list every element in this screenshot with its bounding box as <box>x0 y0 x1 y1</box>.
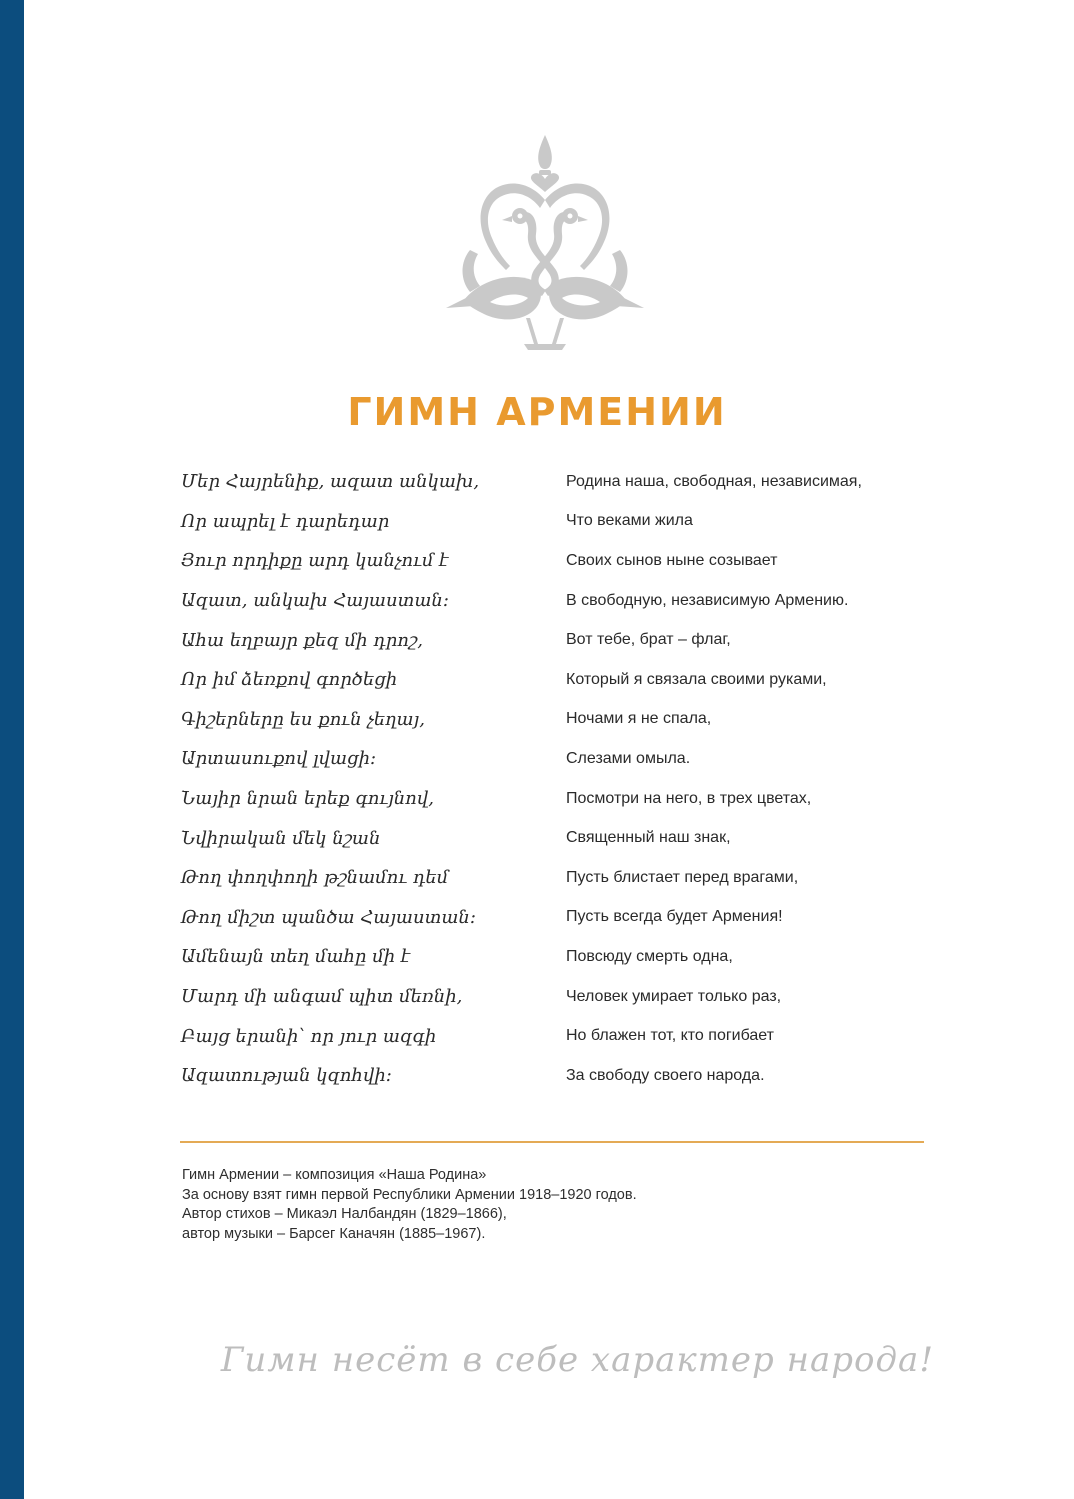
russian-line: Что веками жила <box>566 512 693 530</box>
notes <box>182 1166 637 1244</box>
armenian-line: Նվիրական մեկ նշան <box>181 827 381 849</box>
russian-line: Родина наша, свободная, независимая, <box>566 472 862 490</box>
russian-line: Ночами я не спала, <box>566 710 712 728</box>
lyric-row <box>181 462 941 502</box>
russian-line: Священный наш знак, <box>566 829 731 847</box>
lyric-row <box>181 1016 941 1056</box>
russian-line: Слезами омыла. <box>566 749 691 767</box>
russian-line: Пусть всегда будет Армения! <box>566 908 783 926</box>
note-line: автор музыки – Барсег Каначян (1885–1967). <box>182 1225 486 1242</box>
russian-line: Своих сынов ныне созывает <box>566 551 778 569</box>
russian-line: Который я связала своими руками, <box>566 670 827 688</box>
russian-line: Человек умирает только раз, <box>566 987 782 1005</box>
lyric-row <box>181 620 941 660</box>
note-line: Гимн Армении – композиция «Наша Родина» <box>182 1167 487 1183</box>
armenian-line: Որ ապրել է դարեդար <box>181 510 390 532</box>
lyric-row <box>181 858 941 898</box>
armenian-line: Մեր Հայրենիք, ազատ անկախ, <box>181 471 480 493</box>
lyric-row <box>181 660 941 700</box>
lyric-row <box>181 541 941 581</box>
lyrics-table <box>181 462 941 1096</box>
russian-line: За свободу своего народа. <box>566 1066 765 1084</box>
armenian-line: Արտասուքով լվացի: <box>181 748 377 770</box>
lyric-row <box>181 818 941 858</box>
lyric-row <box>181 937 941 977</box>
armenian-line: Ահա եղբայր քեզ մի դրոշ, <box>181 629 424 651</box>
armenian-line: Ամենայն տեղ մահը մի է <box>181 946 411 968</box>
lyric-row <box>181 977 941 1017</box>
page-title: ГИМН АРМЕНИИ <box>347 390 727 434</box>
armenian-line: Ազատության կզոհվի: <box>181 1065 392 1087</box>
lyric-row <box>181 1056 941 1096</box>
armenian-line: Թող միշտ պանծա Հայաստան: <box>181 906 476 928</box>
lyric-row <box>181 898 941 938</box>
russian-line: Пусть блистает перед врагами, <box>566 868 799 886</box>
armenian-line: Ազատ, անկախ Հայաստան: <box>181 590 449 612</box>
armenian-line: Թող փողփողի թշնամու դեմ <box>181 867 449 889</box>
armenian-line: Նայիր նրան երեք գույնով, <box>181 788 434 810</box>
slogan: Гимн несёт в себе характер народа! <box>220 1340 934 1380</box>
lyric-row <box>181 581 941 621</box>
armenian-line: Բայց երանի՝ որ յուր ազգի <box>181 1025 437 1047</box>
russian-line: В свободную, независимую Армению. <box>566 591 849 609</box>
lyric-row <box>181 779 941 819</box>
lyric-row <box>181 739 941 779</box>
russian-line: Вот тебе, брат – флаг, <box>566 631 731 649</box>
lyric-row <box>181 502 941 542</box>
note-line: За основу взят гимн первой Республики Армении 1918–1920 годов. <box>182 1186 637 1203</box>
side-stripe <box>0 0 24 1499</box>
armenian-line: Որ իմ ձեռքով գործեցի <box>181 669 398 691</box>
armenian-line: Գիշերները ես քուն չեղայ, <box>181 708 425 730</box>
lyric-row <box>181 700 941 740</box>
divider <box>180 1141 924 1143</box>
russian-line: Повсюду смерть одна, <box>566 947 733 965</box>
armenian-line: Մարդ մի անգամ պիտ մեռնի, <box>181 986 463 1008</box>
russian-line: Но блажен тот, кто погибает <box>566 1027 774 1045</box>
russian-line: Посмотри на него, в трех цветах, <box>566 789 812 807</box>
armenian-line: Յուր որդիքը արդ կանչում է <box>181 550 449 572</box>
ornament-birds-icon <box>440 130 650 355</box>
note-line: Автор стихов – Микаэл Налбандян (1829–1866), <box>182 1206 507 1222</box>
